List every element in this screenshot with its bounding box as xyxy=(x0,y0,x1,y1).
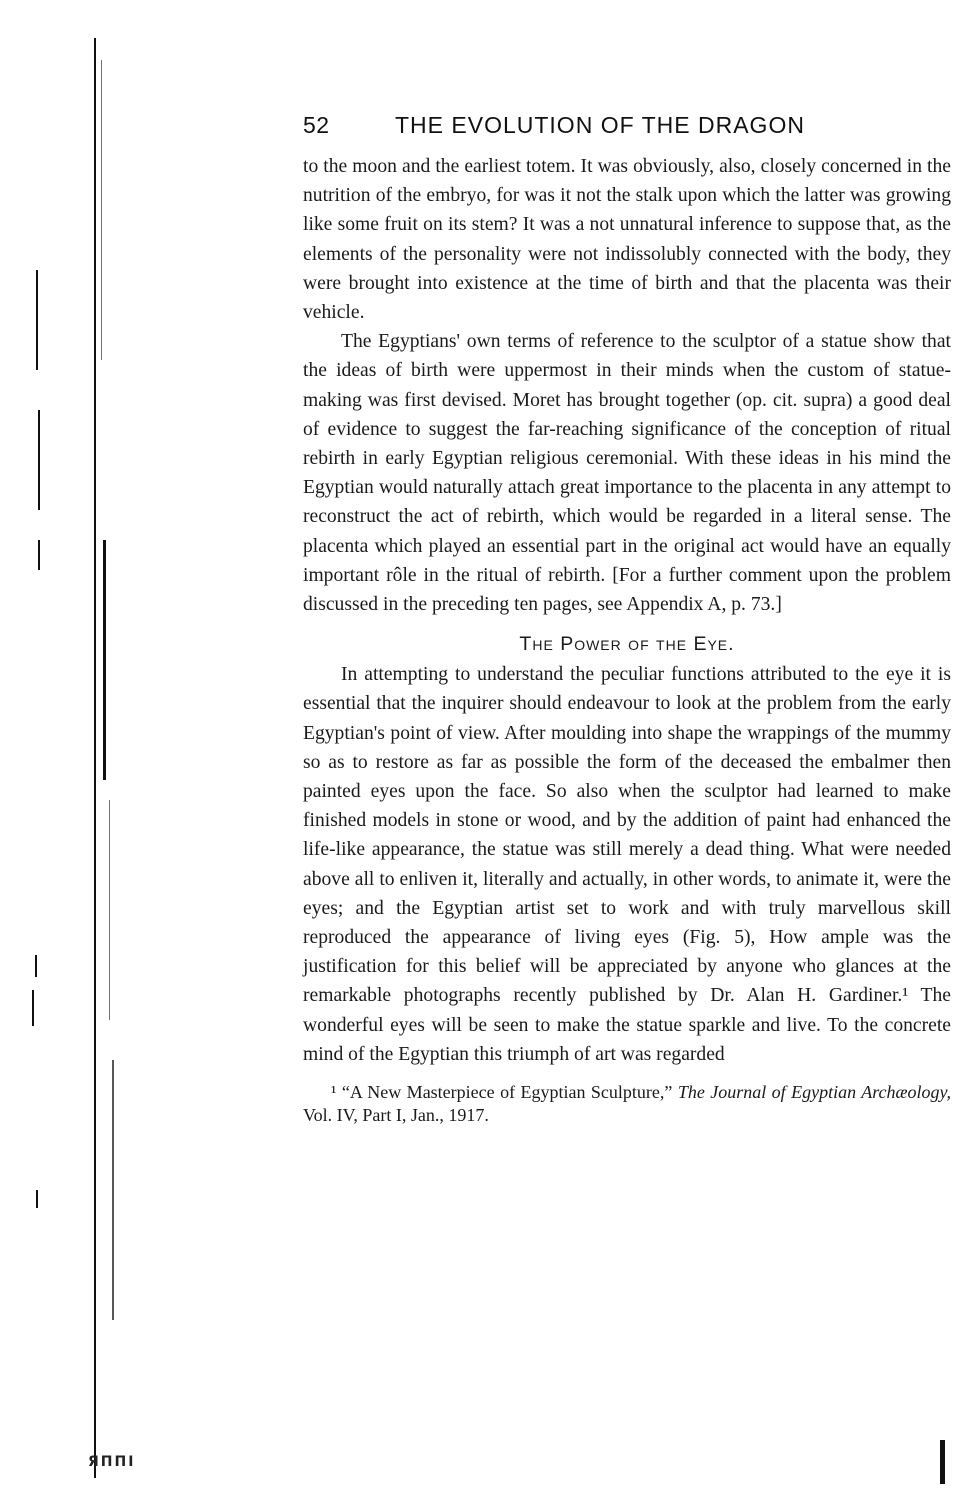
body-text xyxy=(303,152,951,1069)
scan-gutter-artifacts xyxy=(0,0,200,1492)
scan-corner-mark xyxy=(940,1440,945,1484)
running-title: THE EVOLUTION OF THE DRAGON xyxy=(395,112,805,138)
footnote-marker: ¹ xyxy=(331,1082,337,1103)
section-heading: The Power of the Eye. xyxy=(519,633,735,656)
footnote-journal: The Journal of Egyptian Archæology, xyxy=(677,1082,952,1103)
paragraph-3: In attempting to understand the peculiar functions attributed to the eye it is essential that the inquirer should endeavour to look at the problem from the early Egyptian's point of view. After moulding into shape the wrappings of the mummy so as to restore as far as possible the form of the deceased the embalmer then painted eyes upon the face. So also when the sculptor had learned to make finished models in stone or wood, and by the addition of paint had enhanced the life-like appearance, the statue was still merely a dead thing. What were needed above all to enliven it, literally and actually, in other words, to animate it, were the eyes; and the Egyptian artist set to work and with truly marvellous skill reproduced the appearance of living eyes (Fig. 5), How ample was the justification for this belief will be appreciated by anyone who glances at the remarkable photographs recently published by Dr. Alan H. Gardiner.¹ The wonderful eyes will be seen to make the statue sparkle and live. To the concrete mind of the Egyptian this triumph of art was regarded xyxy=(303,664,951,1065)
paragraph-1: to the moon and the earliest totem. It was obviously, also, closely concerned in the nutrition of the embryo, for was it not the stalk upon which the latter was growing like some fruit on its stem? It was a not unnatural inference to suppose that, as the elements of the personality were not indissolubly connected with the body, they were brought into existence at the time of birth and that the placenta was their vehicle. xyxy=(303,156,951,324)
paragraph-2: The Egyptians' own terms of reference to the sculptor of a statue show that the ideas of birth were uppermost in their minds when the custom of statue-making was first devised. Moret has brought together (op. cit. supra) a good deal of evidence to suggest the far-reaching significance of the conception of ritual rebirth in early Egyptian religious ceremonial. With these ideas in his mind the Egyptian would naturally attach great importance to the placenta in any attempt to reconstruct the act of rebirth, which would be regarded in a literal sense. The placenta which played an essential part in the original act would have an equally important rôle in the ritual of rebirth. [For a further comment upon the problem discussed in the preceding ten pages, see Appendix A, p. 73.] xyxy=(303,331,951,616)
running-header xyxy=(303,112,951,152)
scan-artifact-mark: ЯΠΠΙ xyxy=(88,1454,136,1470)
footnote-title: “A New Masterpiece of Egyptian Sculpture,” xyxy=(341,1082,673,1103)
footnote xyxy=(303,1081,951,1127)
page-number: 52 xyxy=(303,112,330,138)
footnote-volume: Vol. IV, Part I, Jan., 1917. xyxy=(303,1105,489,1126)
book-page xyxy=(303,112,951,1127)
